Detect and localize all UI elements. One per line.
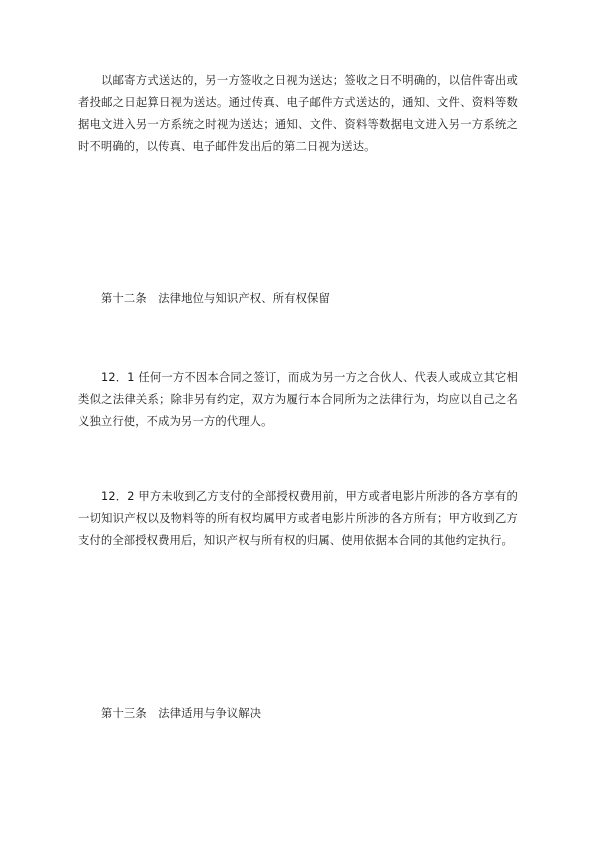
clause-12-1-paragraph: 12．1 任何一方不因本合同之签订，而成为另一方之合伙人、代表人或成立其它相类似之法律关系；除非另有约定，双方为履行本合同所为之法律行为，均应以自己之名义独立行使，不成为另一方的代理人。: [78, 371, 518, 428]
article-13-heading: 第十三条 法律适用与争议解决: [101, 707, 262, 720]
delivery-paragraph: 以邮寄方式送达的，另一方签收之日视为送达；签收之日不明确的，以信件寄出或者投邮之日起算日视为送达。通过传真、电子邮件方式送达的，通知、文件、资料等数据电文进入另一方系统之时视为送达；通知、文件、资料等数据电文进入另一方系统之时不明确的，以传真、电子邮件发出后的第二日视为送达。: [78, 74, 518, 153]
article-12-heading: 第十二条 法律地位与知识产权、所有权保留: [101, 292, 330, 305]
clause-12-2-paragraph: 12．2 甲方未收到乙方支付的全部授权费用前，甲方或者电影片所涉的各方享有的一切知识产权以及物料等的所有权均属甲方或者电影片所涉的各方所有；甲方收到乙方支付的全部授权费用后，知识产权与所有权的归属、使用依据本合同的其他约定执行。: [78, 490, 518, 547]
